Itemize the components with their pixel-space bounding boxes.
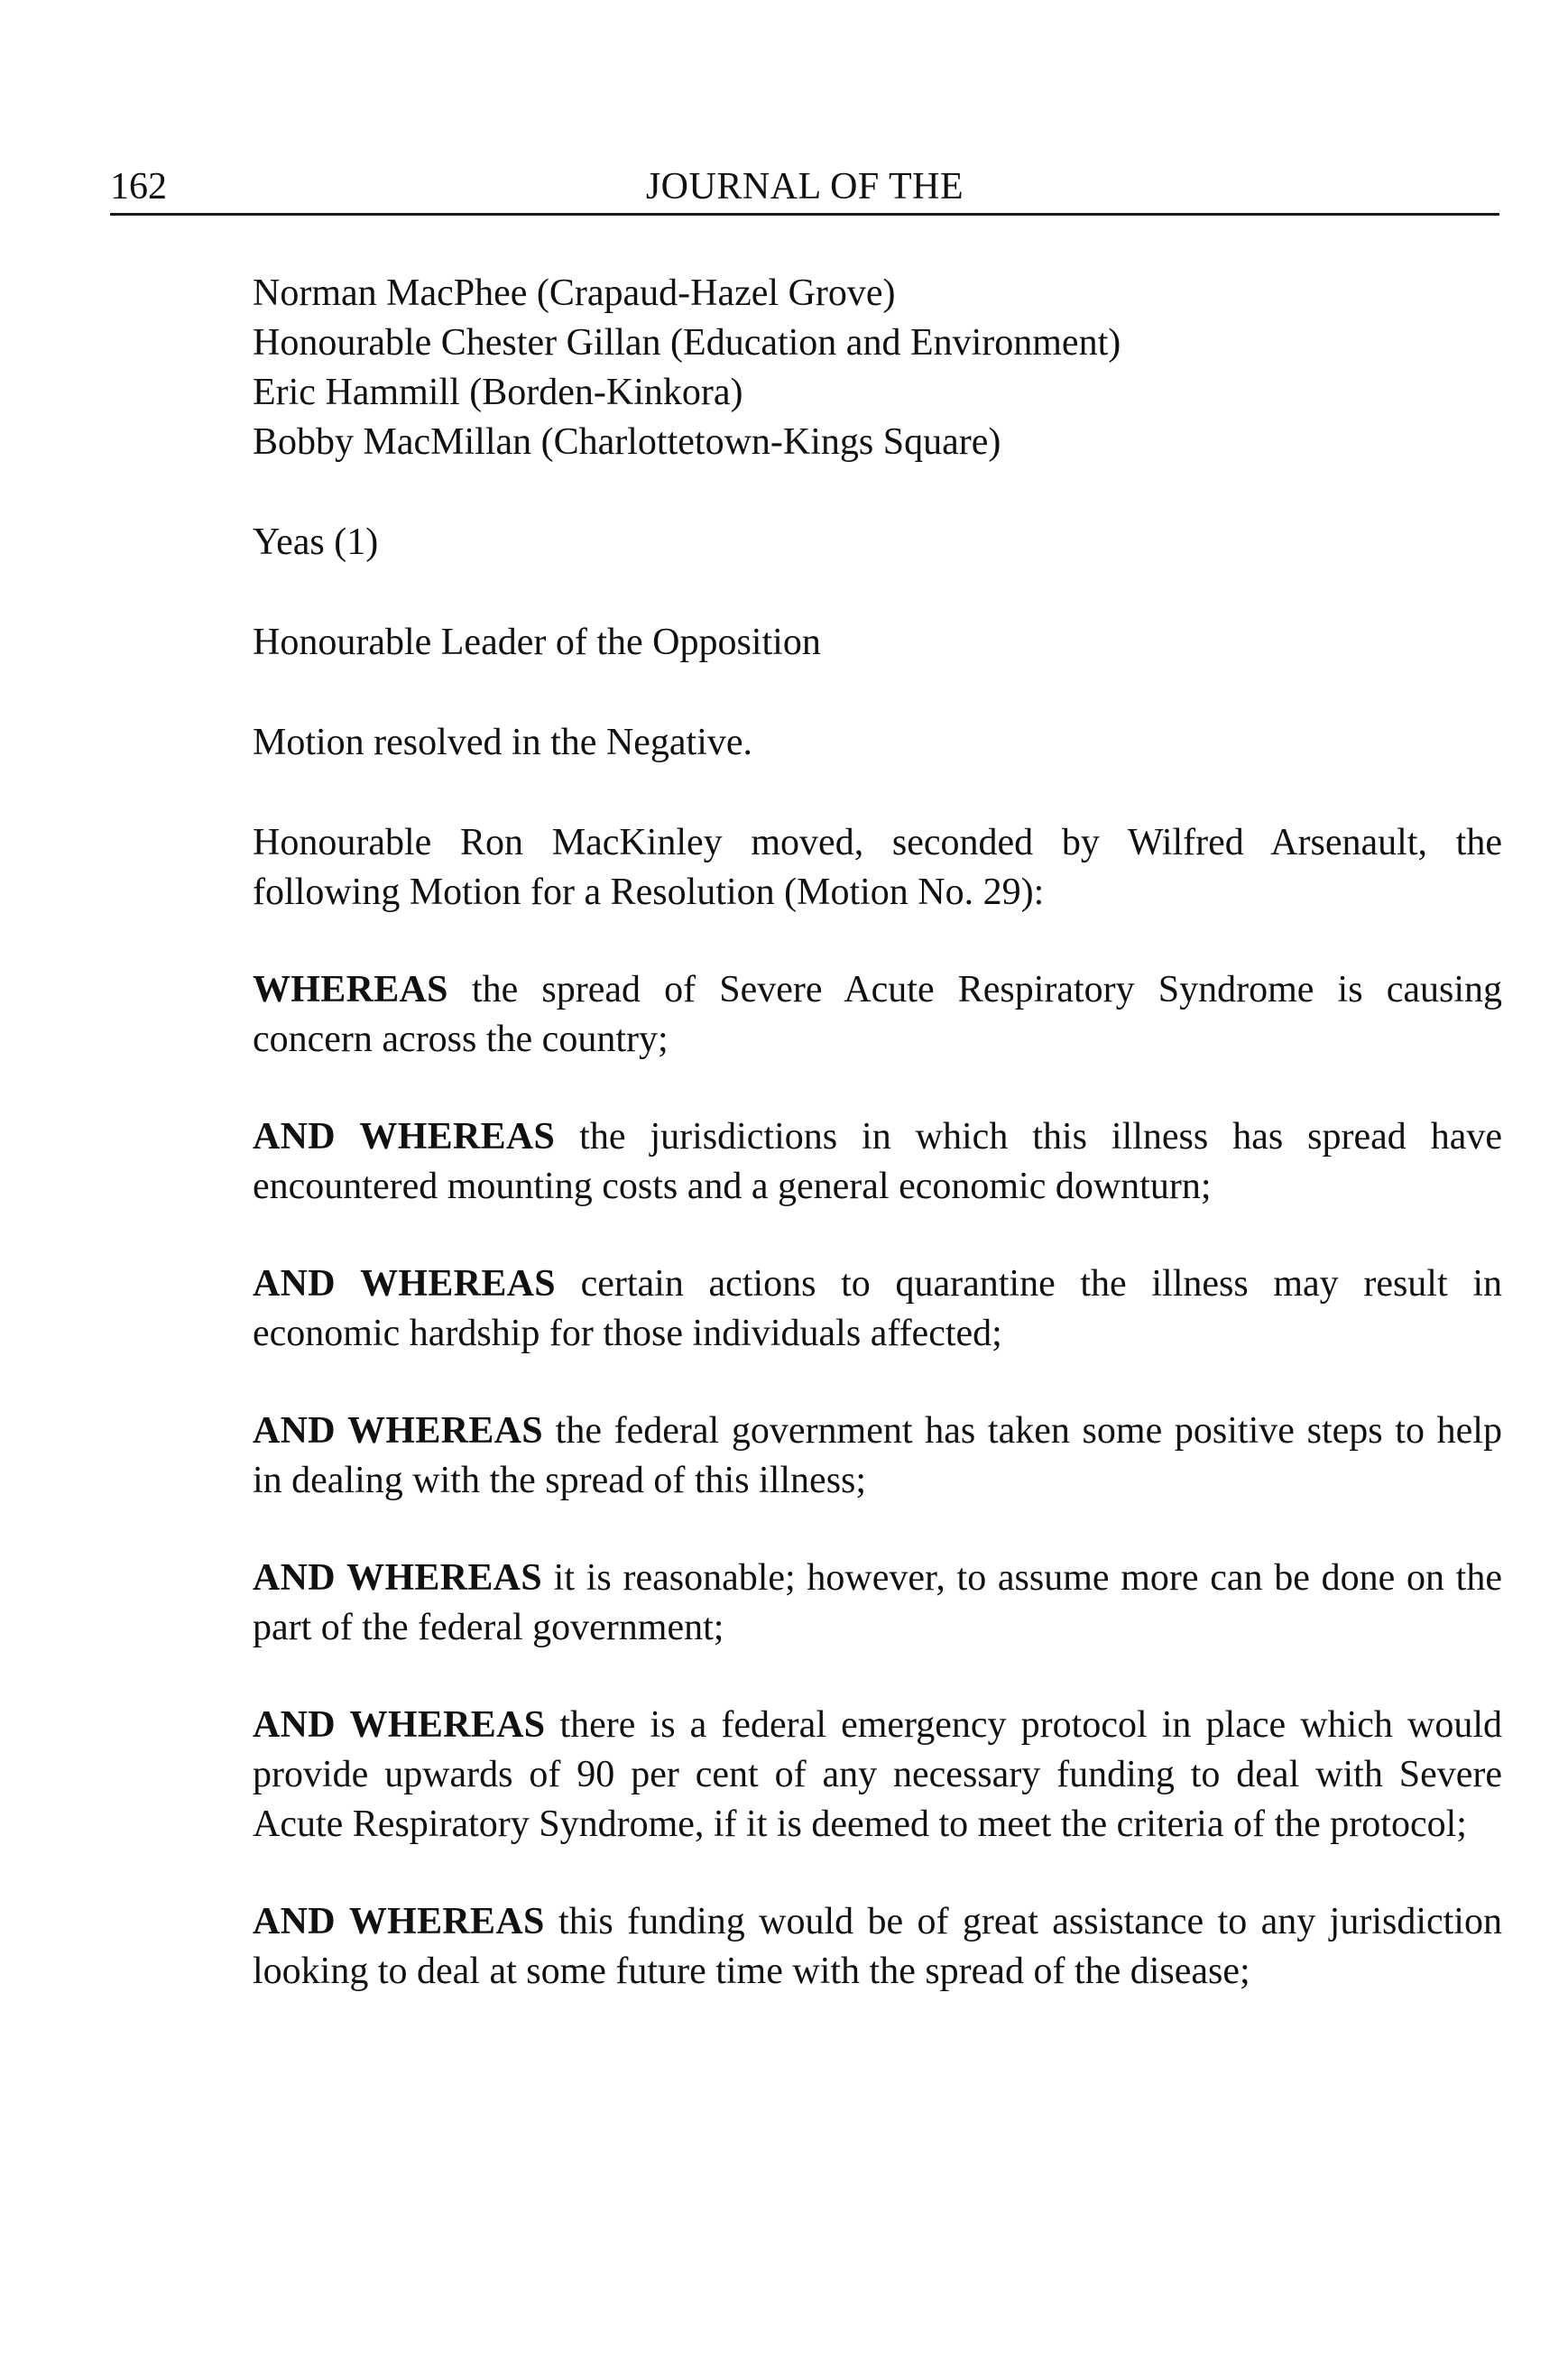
page-number: 162 <box>110 166 167 208</box>
whereas-keyword: AND WHEREAS <box>253 1263 556 1305</box>
whereas-text: the spread of Severe Acute Respiratory Syndrome is causing concern across the country; <box>253 969 1502 1060</box>
whereas-text: there is a federal emergency protocol in place which would provide upwards of 90 per cent of any necessary funding to deal with Severe Acute Respiratory Syndrome, if it is deemed to meet the criteria of the protocol; <box>253 1704 1502 1845</box>
whereas-clause <box>253 1554 1502 1653</box>
whereas-keyword: AND WHEREAS <box>253 1704 546 1746</box>
whereas-keyword: AND WHEREAS <box>253 1901 545 1942</box>
whereas-clause <box>253 1701 1502 1850</box>
whereas-text: it is reasonable; however, to assume more can be done on the part of the federal government; <box>253 1557 1502 1648</box>
nays-member-list <box>253 269 1502 467</box>
whereas-keyword: AND WHEREAS <box>253 1410 543 1452</box>
whereas-clause <box>253 1112 1502 1212</box>
whereas-keyword: AND WHEREAS <box>253 1116 556 1158</box>
whereas-clause <box>253 1259 1502 1359</box>
member-entry: Norman MacPhee (Crapaud-Hazel Grove) <box>253 272 896 314</box>
running-header <box>110 161 1499 216</box>
member-entry: Honourable Chester Gillan (Education and Environment) <box>253 322 1121 364</box>
yeas-heading: Yeas (1) <box>253 521 379 563</box>
whereas-clause <box>253 1407 1502 1506</box>
member-entry: Eric Hammill (Borden-Kinkora) <box>253 372 743 413</box>
yeas-member: Honourable Leader of the Opposition <box>253 622 821 663</box>
whereas-clause <box>253 1897 1502 1997</box>
whereas-clause <box>253 965 1502 1065</box>
whereas-text: this funding would be of great assistance to any jurisdiction looking to deal at some future time with the spread of the disease; <box>253 1901 1502 1992</box>
whereas-keyword: AND WHEREAS <box>253 1557 542 1599</box>
member-entry: Bobby MacMillan (Charlottetown-Kings Square) <box>253 421 1001 463</box>
motion-intro: Honourable Ron MacKinley moved, seconded by Wilfred Arsenault, the following Motion for a Resolution (Motion No. 29): <box>253 822 1502 913</box>
page-body <box>253 269 1502 1997</box>
whereas-text: the jurisdictions in which this illness has spread have encountered mounting costs and a general economic downturn; <box>253 1116 1502 1207</box>
whereas-keyword: WHEREAS <box>253 969 448 1010</box>
whereas-text: certain actions to quarantine the illness may result in economic hardship for those individuals affected; <box>253 1263 1502 1354</box>
motion-result: Motion resolved in the Negative. <box>253 722 753 763</box>
journal-title: JOURNAL OF THE <box>645 166 964 208</box>
whereas-text: the federal government has taken some positive steps to help in dealing with the spread of this illness; <box>253 1410 1502 1501</box>
